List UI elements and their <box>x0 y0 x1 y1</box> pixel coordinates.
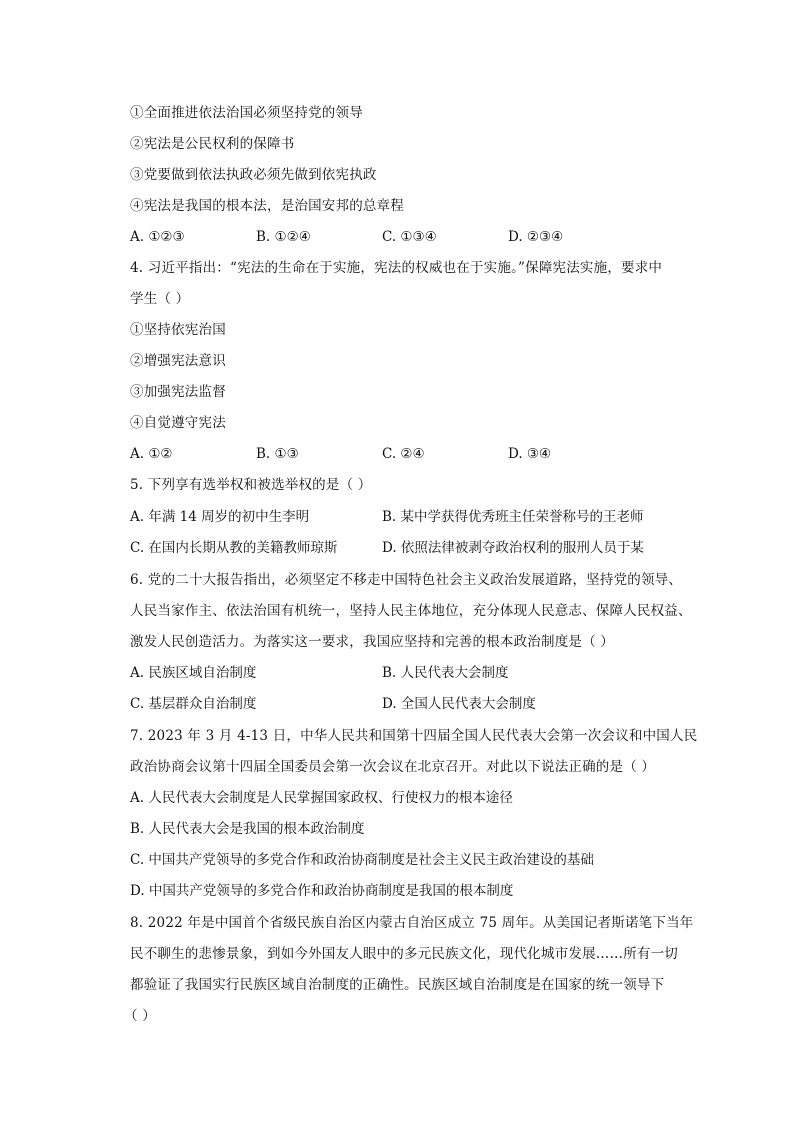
q6-option-c[interactable]: C. 基层群众自治制度 <box>130 696 257 712</box>
q3-option-d[interactable]: D. ②③④ <box>508 229 564 245</box>
q7-stem-line-2: 政治协商会议第十四届全国委员会第一次会议在北京召开。对此以下说法正确的是（ ） <box>130 759 656 775</box>
q4-item-3: ③加强宪法监督 <box>130 384 226 400</box>
q4-item-1: ①坚持依宪治国 <box>130 322 226 338</box>
q6-stem-line-3: 激发人民创造活力。为落实这一要求，我国应坚持和完善的根本政治制度是（ ） <box>130 634 614 650</box>
q3-item-1: ①全面推进依法治国必须坚持党的领导 <box>130 105 363 121</box>
q8-stem-line-2: 民不聊生的悲惨景象，到如今外国友人眼中的多元民族文化，现代化城市发展……所有一切 <box>130 946 678 962</box>
q4-item-2: ②增强宪法意识 <box>130 353 226 369</box>
q5-stem: 5. 下列享有选举权和被选举权的是（ ） <box>130 477 372 493</box>
q8-stem-line-4: （ ） <box>124 1008 156 1024</box>
q3-item-2: ②宪法是公民权利的保障书 <box>130 136 295 152</box>
q6-option-b[interactable]: B. 人民代表大会制度 <box>382 665 509 681</box>
q5-option-a[interactable]: A. 年满 14 周岁的初中生李明 <box>130 509 310 525</box>
q4-stem-line-2: 学生（ ） <box>130 291 190 307</box>
q4-option-d[interactable]: D. ③④ <box>508 446 552 462</box>
q7-stem-line-1: 7. 2023 年 3 月 4-13 日，中华人民共和国第十四届全国人民代表大会第一次会议和中国人民 <box>130 728 698 744</box>
q4-item-4: ④自觉遵守宪法 <box>130 415 226 431</box>
q5-option-c[interactable]: C. 在国内长期从教的美籍教师琼斯 <box>130 540 338 556</box>
q3-option-c[interactable]: C. ①③④ <box>382 229 437 245</box>
q5-option-d[interactable]: D. 依照法律被剥夺政治权利的服刑人员于某 <box>382 540 644 556</box>
q3-option-a[interactable]: A. ①②③ <box>130 229 185 245</box>
q4-option-b[interactable]: B. ①③ <box>256 446 299 462</box>
q7-option-c[interactable]: C. 中国共产党领导的多党合作和政治协商制度是社会主义民主政治建设的基础 <box>130 852 594 868</box>
q4-option-c[interactable]: C. ②④ <box>382 446 425 462</box>
q3-option-b[interactable]: B. ①②④ <box>256 229 311 245</box>
q6-option-d[interactable]: D. 全国人民代表大会制度 <box>382 696 536 712</box>
q7-option-a[interactable]: A. 人民代表大会制度是人民掌握国家政权、行使权力的根本途径 <box>130 790 513 806</box>
q8-stem-line-1: 8. 2022 年是中国首个省级民族自治区内蒙古自治区成立 75 周年。从美国记者斯诺笔下当年 <box>130 915 694 931</box>
q6-option-a[interactable]: A. 民族区域自治制度 <box>130 665 257 681</box>
q6-stem-line-2: 人民当家作主、依法治国有机统一，坚持人民主体地位，充分体现人民意志、保障人民权益、 <box>130 603 692 619</box>
q8-stem-line-3: 都验证了我国实行民族区域自治制度的正确性。民族区域自治制度是在国家的统一领导下 <box>130 977 665 993</box>
q3-item-4: ④宪法是我国的根本法，是治国安邦的总章程 <box>130 198 404 214</box>
q7-option-d[interactable]: D. 中国共产党领导的多党合作和政治协商制度是我国的根本制度 <box>130 883 514 899</box>
q4-option-a[interactable]: A. ①② <box>130 446 173 462</box>
q3-item-3: ③党要做到依法执政必须先做到依宪执政 <box>130 167 377 183</box>
q7-option-b[interactable]: B. 人民代表大会是我国的根本政治制度 <box>130 821 365 837</box>
q6-stem-line-1: 6. 党的二十大报告指出，必须坚定不移走中国特色社会主义政治发展道路，坚持党的领导、 <box>130 572 683 588</box>
q5-option-b[interactable]: B. 某中学获得优秀班主任荣誉称号的王老师 <box>382 509 644 525</box>
q4-stem-line-1: 4. 习近平指出：“宪法的生命在于实施，宪法的权威也在于实施。”保障宪法实施，要求中 <box>130 260 663 276</box>
